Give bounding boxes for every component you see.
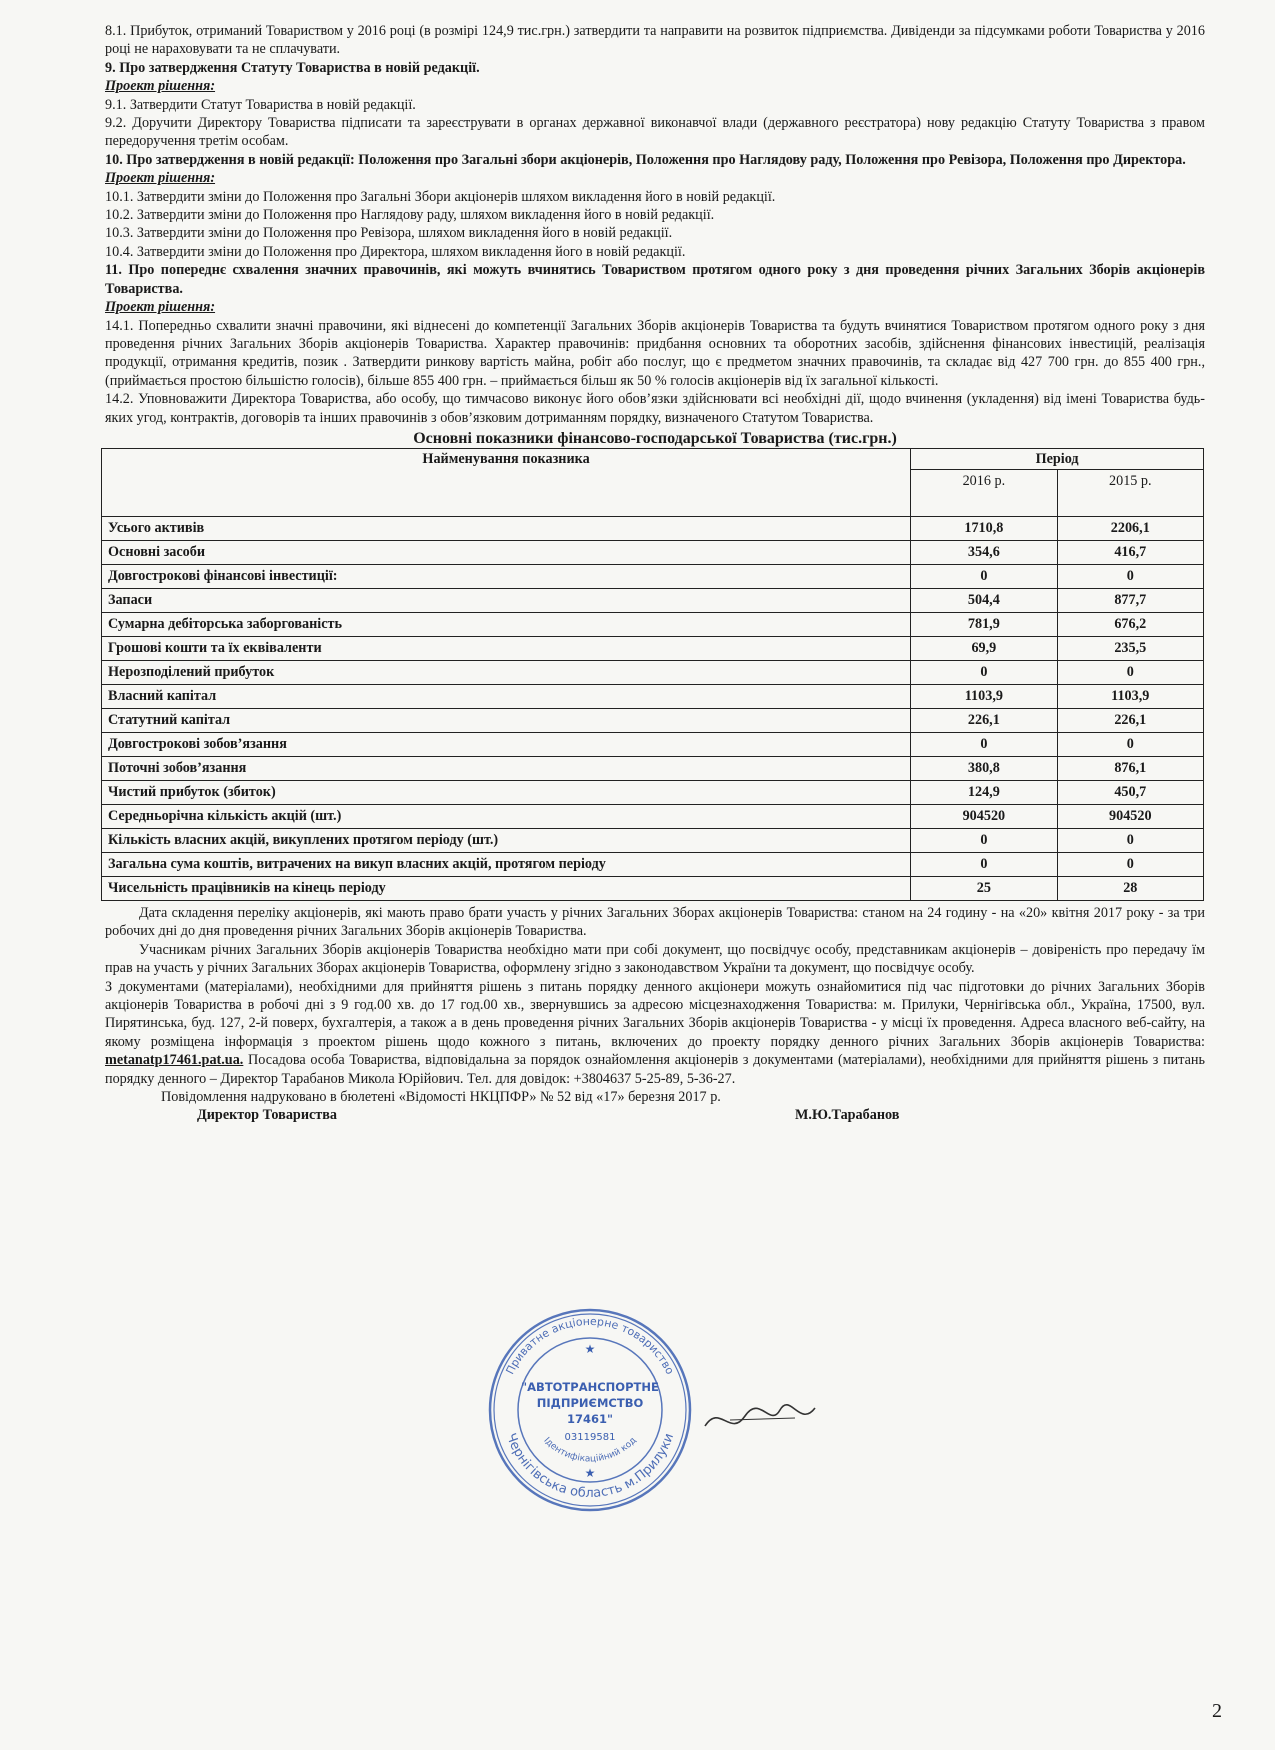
paragraph-10-3: 10.3. Затвердити зміни до Положення про Ревізора, шляхом викладення його в новій редакції. (105, 225, 673, 242)
indicator-name: Середньорічна кількість акцій (шт.) (102, 804, 911, 828)
value-2015: 226,1 (1057, 708, 1203, 732)
value-2015: 0 (1057, 852, 1203, 876)
value-2015: 0 (1057, 564, 1203, 588)
indicator-name: Кількість власних акцій, викуплених протягом періоду (шт.) (102, 828, 911, 852)
table-row (102, 684, 1204, 708)
svg-text:★: ★ (584, 1342, 596, 1356)
draft-decision-label: Проект рішення: (105, 78, 216, 95)
indicator-name: Власний капітал (102, 684, 911, 708)
indicator-name: Загальна сума коштів, витрачених на викуп власних акцій, протягом періоду (102, 852, 911, 876)
value-2015: 1103,9 (1057, 684, 1203, 708)
table-row (102, 516, 1204, 540)
value-2015: 235,5 (1057, 636, 1203, 660)
value-2016: 904520 (911, 804, 1057, 828)
indicator-name: Чистий прибуток (збиток) (102, 780, 911, 804)
indicator-name: Сумарна дебіторська заборгованість (102, 612, 911, 636)
table-row (102, 636, 1204, 660)
svg-text:Чернігівська область м.Прилуки: Чернігівська область м.Прилуки (502, 1431, 678, 1502)
value-2016: 781,9 (911, 612, 1057, 636)
agenda-section (105, 22, 1205, 427)
indicator-name: Статутний капітал (102, 708, 911, 732)
table-row (102, 612, 1204, 636)
paragraph-documents (105, 978, 1205, 1088)
indicator-name: Чисельність працівників на кінець періоду (102, 876, 911, 900)
indicator-name: Поточні зобов’язання (102, 756, 911, 780)
document-page (105, 22, 1205, 1128)
indicator-name: Запаси (102, 588, 911, 612)
heading-10: 10. Про затвердження в новій редакції: Положення про Загальні збори акціонерів, Положення про Наглядову раду, Положення про Ревізора, Положення про Директора. (105, 151, 1186, 168)
value-2015: 450,7 (1057, 780, 1203, 804)
svg-text:ПІДПРИЄМСТВО: ПІДПРИЄМСТВО (536, 1396, 644, 1410)
value-2016: 380,8 (911, 756, 1057, 780)
indicator-name: Основні засоби (102, 540, 911, 564)
table-row (102, 756, 1204, 780)
indicator-name: Нерозподілений прибуток (102, 660, 911, 684)
table-row (102, 540, 1204, 564)
paragraph-10-4: 10.4. Затвердити зміни до Положення про Директора, шляхом викладення його в новій редакції. (105, 243, 686, 260)
svg-text:03119581: 03119581 (564, 1432, 616, 1443)
signatory-name: М.Ю.Тарабанов (795, 1107, 900, 1124)
signatory-position: Директор Товариства (197, 1107, 338, 1124)
table-row (102, 852, 1204, 876)
table-title: Основні показники фінансово-господарської Товариства (тис.грн.) (413, 429, 897, 447)
value-2015: 2206,1 (1057, 516, 1203, 540)
value-2015: 876,1 (1057, 756, 1203, 780)
documents-text-b: Посадова особа Товариства, відповідальна за порядок ознайомлення акціонерів з документами (матеріалами), необхідними для прийняття рішень з питань порядку денного – Директор Тарабанов Микола Юрійович. Тел. для довідок: +3804637 5-25-89, 5-36-27. (105, 1052, 1205, 1087)
svg-text:Приватне акціонерне товариство: Приватне акціонерне товариство (503, 1314, 677, 1377)
draft-decision-label: Проект рішення: (105, 299, 216, 316)
website-link[interactable]: metanatp17461.pat.ua. (105, 1052, 244, 1069)
indicator-name: Довгострокові фінансові інвестиції: (102, 564, 911, 588)
paragraph-9-2: 9.2. Доручити Директору Товариства підписати та зареєструвати в органах державної виконавчої влади (державного реєстратора) нову редакцію Статуту Товариства з правом передоручення третім особам. (105, 115, 1205, 150)
value-2016: 1103,9 (911, 684, 1057, 708)
value-2015: 0 (1057, 732, 1203, 756)
financial-indicators-table (101, 448, 1204, 901)
indicator-name: Довгострокові зобов’язання (102, 732, 911, 756)
draft-decision-label: Проект рішення: (105, 170, 216, 187)
column-header-2016: 2016 р. (911, 469, 1057, 516)
value-2015: 416,7 (1057, 540, 1203, 564)
handwritten-signature (700, 1398, 820, 1438)
indicator-name: Грошові кошти та їх еквіваленти (102, 636, 911, 660)
column-header-indicator: Найменування показника (102, 448, 911, 516)
svg-text:Ідентифікаційний код: Ідентифікаційний код (541, 1435, 639, 1465)
table-header-row (102, 448, 1204, 469)
value-2016: 504,4 (911, 588, 1057, 612)
svg-text:"АВТОТРАНСПОРТНЕ: "АВТОТРАНСПОРТНЕ (521, 1380, 659, 1394)
value-2016: 0 (911, 828, 1057, 852)
heading-11: 11. Про попереднє схвалення значних правочинів, які можуть вчинятись Товариством протягом одного року з дня проведення річних Загальних Зборів акціонерів Товариства. (105, 262, 1205, 297)
paragraph-9-1: 9.1. Затвердити Статут Товариства в новій редакції. (105, 96, 416, 113)
value-2015: 877,7 (1057, 588, 1203, 612)
table-row (102, 588, 1204, 612)
paragraph-14-2: 14.2. Уповноважити Директора Товариства, або особу, що тимчасово виконує його обов’язки здійснювати всі необхідні дії, щодо вчинення (укладення) від імені Товариства будь-яких угод, контрактів, договорів та інших правочинів з обов’язковим дотриманням порядку, визначеного Статутом Товариства. (105, 391, 1205, 426)
value-2016: 0 (911, 852, 1057, 876)
svg-text:17461": 17461" (567, 1412, 613, 1426)
company-stamp (485, 1305, 695, 1515)
table-body (102, 516, 1204, 900)
paragraph-14-1: 14.1. Попередньо схвалити значні правочини, які віднесені до компетенції Загальних Зборів акціонерів Товариства та будуть вчинятися Товариством протягом одного року з дня проведення річних Загальних Зборів акціонерів Товариства. Характер правочинів: придбання основних та оборотних засобів, здійснення фінансових інвестицій, реалізація продукції, отримання кредитів, позик . Затвердити ринкову вартість майна, робіт або послуг, що є предметом значних правочинів, та складає від 427 700 грн. до 855 400 грн., (приймається простою більшістю голосів), більше 855 400 грн. – приймається більш як 50 % голосів акціонерів від їх загальної кількості. (105, 317, 1205, 389)
paragraph-8-1: 8.1. Прибуток, отриманий Товариством у 2016 році (в розмірі 124,9 тис.грн.) затвердити та направити на розвиток підприємства. Дивіденди за підсумками роботи Товариства у 2016 році не нараховувати та не сплачувати. (105, 23, 1205, 58)
table-row (102, 804, 1204, 828)
indicator-name: Усього активів (102, 516, 911, 540)
heading-9: 9. Про затвердження Статуту Товариства в новій редакції. (105, 59, 480, 76)
value-2016: 1710,8 (911, 516, 1057, 540)
table-row (102, 660, 1204, 684)
page-number: 2 (1212, 1700, 1222, 1722)
value-2016: 354,6 (911, 540, 1057, 564)
table-row (102, 732, 1204, 756)
value-2016: 0 (911, 660, 1057, 684)
paragraph-shareholder-list-date: Дата складення переліку акціонерів, які мають право брати участь у річних Загальних Зборах акціонерів Товариства: станом на 24 годину - на «20» квітня 2017 року - за три робочих дні до дня проведення річних Загальних Зборів акціонерів Товариства. (105, 904, 1205, 940)
value-2015: 28 (1057, 876, 1203, 900)
value-2015: 0 (1057, 660, 1203, 684)
notice-section (105, 904, 1205, 1128)
value-2015: 904520 (1057, 804, 1203, 828)
value-2016: 124,9 (911, 780, 1057, 804)
value-2016: 25 (911, 876, 1057, 900)
table-row (102, 564, 1204, 588)
table-row (102, 780, 1204, 804)
svg-text:★: ★ (584, 1466, 596, 1480)
paragraph-published: Повідомлення надруковано в бюлетені «Відомості НКЦПФР» № 52 від «17» березня 2017 р. (161, 1089, 721, 1105)
value-2016: 69,9 (911, 636, 1057, 660)
value-2015: 676,2 (1057, 612, 1203, 636)
table-row (102, 708, 1204, 732)
paragraph-10-2: 10.2. Затвердити зміни до Положення про Наглядову раду, шляхом викладення його в новій редакції. (105, 207, 715, 224)
table-row (102, 828, 1204, 852)
table-row (102, 876, 1204, 900)
value-2016: 0 (911, 732, 1057, 756)
paragraph-10-1: 10.1. Затвердити зміни до Положення про Загальні Збори акціонерів шляхом викладення його в новій редакції. (105, 188, 776, 205)
value-2016: 0 (911, 564, 1057, 588)
paragraph-participants: Учасникам річних Загальних Зборів акціонерів Товариства необхідно мати при собі документ, що посвідчує особу, представникам акціонерів – довіреність про передачу їм прав на участь у річних Загальних Зборах акціонерів Товариства, оформлену згідно з законодавством України та документ, що посвідчує особу. (105, 941, 1205, 977)
documents-text-a: З документами (матеріалами), необхідними для прийняття рішень з питань порядку денного акціонери можуть ознайомитися під час підготовки до річних Загальних Зборів акціонерів Товариства в робочі дні з 9 год.00 хв. до 17 год.00 хв., звернувшись за адресою місцезнаходження Товариства: м. Прилуки, Чернігівська обл., Україна, 17500, вул. Пирятинська, буд. 127, 2-й поверх, бухгалтерія, а також а в день проведення річних Загальних Зборів акціонерів Товариства - у місці їх проведення. Адреса власного веб-сайту, на якому розміщена інформація з проектом рішень щодо кожного з питань, включених до проекту порядку денного річних Загальних Зборів акціонерів Товариства: (105, 978, 1205, 1050)
column-header-2015: 2015 р. (1057, 469, 1203, 516)
column-header-period: Період (911, 448, 1204, 469)
signature-row (105, 1106, 1205, 1128)
value-2015: 0 (1057, 828, 1203, 852)
value-2016: 226,1 (911, 708, 1057, 732)
